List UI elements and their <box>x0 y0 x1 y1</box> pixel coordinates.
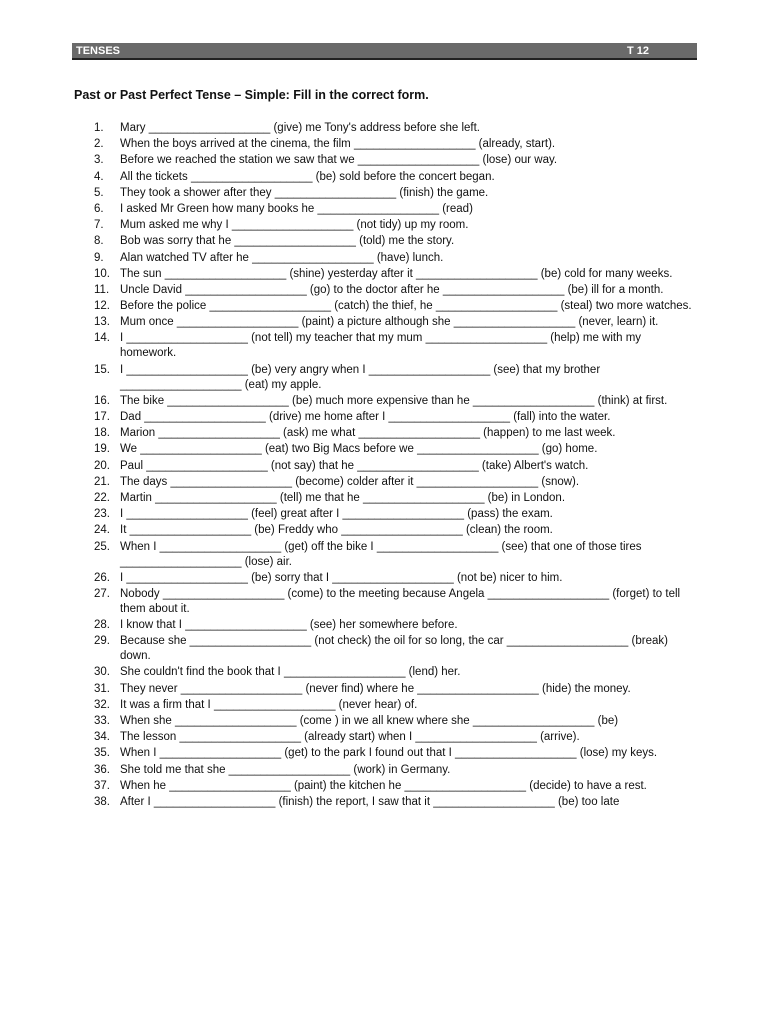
exercise-number: 10. <box>94 267 110 280</box>
exercise-item <box>0 459 695 474</box>
exercise-item <box>0 153 695 168</box>
exercise-item <box>0 315 695 330</box>
exercise-number: 12. <box>94 300 110 313</box>
exercise-item <box>0 218 695 233</box>
exercise-sentence: Bob was sorry that he ___________________ (told) me the story. <box>120 235 455 248</box>
exercise-item <box>0 331 695 361</box>
exercise-item <box>0 137 695 152</box>
exercise-number: 2. <box>94 138 104 151</box>
exercise-item <box>0 202 695 217</box>
exercise-number: 29. <box>94 635 110 648</box>
exercise-item <box>0 682 695 697</box>
exercise-item <box>0 634 695 664</box>
exercise-sentence: Alan watched TV after he ___________________ (have) lunch. <box>120 251 444 264</box>
exercise-sentence: Dad ___________________ (drive) me home after I ___________________ (fall) into the water. <box>120 411 611 423</box>
exercise-item <box>0 267 695 282</box>
exercise-number: 15. <box>94 363 110 376</box>
exercise-sentence: Because she ___________________ (not check) the oil for so long, the car ___________________ (break) down. <box>120 635 668 663</box>
exercise-item <box>0 698 695 713</box>
exercise-number: 19. <box>94 443 110 456</box>
exercise-number: 27. <box>94 587 110 600</box>
exercise-item <box>0 475 695 490</box>
exercise-number: 4. <box>94 170 104 183</box>
exercise-sentence: All the tickets ___________________ (be) sold before the concert began. <box>120 170 495 183</box>
exercise-number: 7. <box>94 219 104 232</box>
exercise-number: 5. <box>94 186 104 199</box>
exercise-number: 18. <box>94 427 110 440</box>
exercise-sentence: We ___________________ (eat) two Big Macs before we ___________________ (go) home. <box>120 443 598 456</box>
exercise-sentence: Mum once ___________________ (paint) a picture although she ___________________ (never, learn) it. <box>120 316 659 329</box>
exercise-number: 30. <box>94 666 110 679</box>
exercise-sentence: I ___________________ (feel) great after I ___________________ (pass) the exam. <box>120 508 553 521</box>
exercise-number: 16. <box>94 394 110 407</box>
header-topic: TENSES <box>76 44 121 57</box>
exercise-number: 26. <box>94 571 110 584</box>
exercise-number: 13. <box>94 316 110 329</box>
exercise-number: 32. <box>94 698 110 711</box>
page-title: Past or Past Perfect Tense – Simple: Fill in the correct form. <box>74 88 429 102</box>
exercise-sentence: I asked Mr Green how many books he ___________________ (read) <box>120 202 473 215</box>
exercise-sentence: When the boys arrived at the cinema, the film ___________________ (already, start). <box>120 138 556 151</box>
exercise-sentence: After I ___________________ (finish) the report, I saw that it ___________________ (be) too late <box>120 795 620 808</box>
exercise-item <box>0 186 695 201</box>
exercise-sentence: When he ___________________ (paint) the kitchen he ___________________ (decide) to have a rest. <box>120 779 647 792</box>
exercise-sentence: Before the police ___________________ (catch) the thief, he ___________________ (steal) two more watches. <box>120 300 692 313</box>
exercise-sentence: The lesson ___________________ (already start) when I ___________________ (arrive). <box>120 731 580 744</box>
exercise-number: 1. <box>94 122 104 134</box>
exercise-number: 17. <box>94 411 110 423</box>
exercise-number: 22. <box>94 491 110 504</box>
exercise-sentence: I know that I ___________________ (see) her somewhere before. <box>120 619 458 632</box>
exercise-sentence: They took a shower after they ___________________ (finish) the game. <box>120 186 489 199</box>
exercise-number: 3. <box>94 154 104 167</box>
exercise-number: 25. <box>94 540 110 553</box>
exercise-item <box>0 491 695 506</box>
exercise-sentence: Before we reached the station we saw that we ___________________ (lose) our way. <box>120 154 558 167</box>
exercise-item <box>0 363 695 393</box>
exercise-sentence: Uncle David ___________________ (go) to the doctor after he ___________________ (be) ill for a month. <box>120 283 664 296</box>
exercise-item <box>0 410 695 425</box>
exercise-sentence: I ___________________ (be) sorry that I ___________________ (not be) nicer to him. <box>120 571 563 584</box>
exercise-number: 8. <box>94 235 104 248</box>
exercise-item <box>0 730 695 745</box>
exercise-sentence: The bike ___________________ (be) much more expensive than he ___________________ (think) at first. <box>120 394 668 407</box>
exercise-number: 21. <box>94 475 110 488</box>
exercise-sentence: Marion ___________________ (ask) me what ___________________ (happen) to me last week. <box>120 427 616 440</box>
exercise-number: 34. <box>94 731 110 744</box>
exercise-item <box>0 121 695 136</box>
exercise-sentence: Mary ___________________ (give) me Tony's address before she left. <box>120 122 480 134</box>
exercise-number: 6. <box>94 202 104 215</box>
exercise-sentence: She told me that she ___________________ (work) in Germany. <box>120 763 451 776</box>
exercise-number: 31. <box>94 682 110 695</box>
header-bar <box>72 43 697 60</box>
exercise-sentence: When I ___________________ (get) to the park I found out that I ___________________ (lose) my keys. <box>120 747 658 760</box>
exercise-sentence: Mum asked me why I ___________________ (not tidy) up my room. <box>120 219 469 232</box>
exercise-item <box>0 170 695 185</box>
exercise-sentence: Paul ___________________ (not say) that he ___________________ (take) Albert's watch. <box>120 459 589 472</box>
exercise-number: 9. <box>94 251 104 264</box>
exercise-item <box>0 426 695 441</box>
exercise-sentence: It was a firm that I ___________________ (never hear) of. <box>120 698 418 711</box>
exercise-item <box>0 234 695 249</box>
exercise-list <box>0 121 768 811</box>
exercise-item <box>0 665 695 680</box>
exercise-item <box>0 714 695 729</box>
exercise-sentence: Martin ___________________ (tell) me that he ___________________ (be) in London. <box>120 491 566 504</box>
exercise-sentence: It ___________________ (be) Freddy who ___________________ (clean) the room. <box>120 524 553 537</box>
exercise-sentence: When she ___________________ (come ) in we all knew where she ___________________ (be) <box>120 715 619 727</box>
exercise-item <box>0 587 695 617</box>
exercise-item <box>0 746 695 761</box>
exercise-number: 36. <box>94 763 110 776</box>
exercise-item <box>0 618 695 633</box>
exercise-sentence: The sun ___________________ (shine) yesterday after it ___________________ (be) cold for many weeks. <box>120 267 673 280</box>
exercise-number: 20. <box>94 459 110 472</box>
exercise-item <box>0 523 695 538</box>
exercise-item <box>0 283 695 298</box>
exercise-sentence: When I ___________________ (get) off the bike I ___________________ (see) that one of those tires ___________________ (lose) air. <box>120 540 642 568</box>
exercise-number: 24. <box>94 524 110 537</box>
exercise-item <box>0 779 695 794</box>
exercise-sentence: Nobody ___________________ (come) to the meeting because Angela ___________________ (forget) to tell them about it. <box>120 587 681 615</box>
exercise-number: 35. <box>94 747 110 760</box>
exercise-item <box>0 795 695 810</box>
exercise-number: 14. <box>94 332 110 345</box>
exercise-sentence: The days ___________________ (become) colder after it ___________________ (snow). <box>120 475 580 488</box>
exercise-item <box>0 251 695 266</box>
exercise-sentence: I ___________________ (be) very angry when I ___________________ (see) that my brother ___________________ (eat) my apple. <box>120 363 601 391</box>
exercise-sentence: They never ___________________ (never find) where he ___________________ (hide) the money. <box>120 682 631 695</box>
exercise-item <box>0 394 695 409</box>
exercise-item <box>0 442 695 457</box>
exercise-number: 11. <box>94 283 110 296</box>
exercise-sentence: She couldn't find the book that I ___________________ (lend) her. <box>120 666 461 679</box>
exercise-number: 33. <box>94 715 110 727</box>
exercise-sentence: I ___________________ (not tell) my teacher that my mum ___________________ (help) me with my homework. <box>120 332 642 360</box>
exercise-item <box>0 507 695 522</box>
exercise-number: 23. <box>94 508 110 521</box>
exercise-item <box>0 571 695 586</box>
exercise-number: 37. <box>94 779 110 792</box>
exercise-number: 38. <box>94 795 110 808</box>
header-code: T 12 <box>626 44 649 57</box>
exercise-item <box>0 763 695 778</box>
exercise-item <box>0 299 695 314</box>
exercise-item <box>0 540 695 570</box>
exercise-number: 28. <box>94 619 110 632</box>
